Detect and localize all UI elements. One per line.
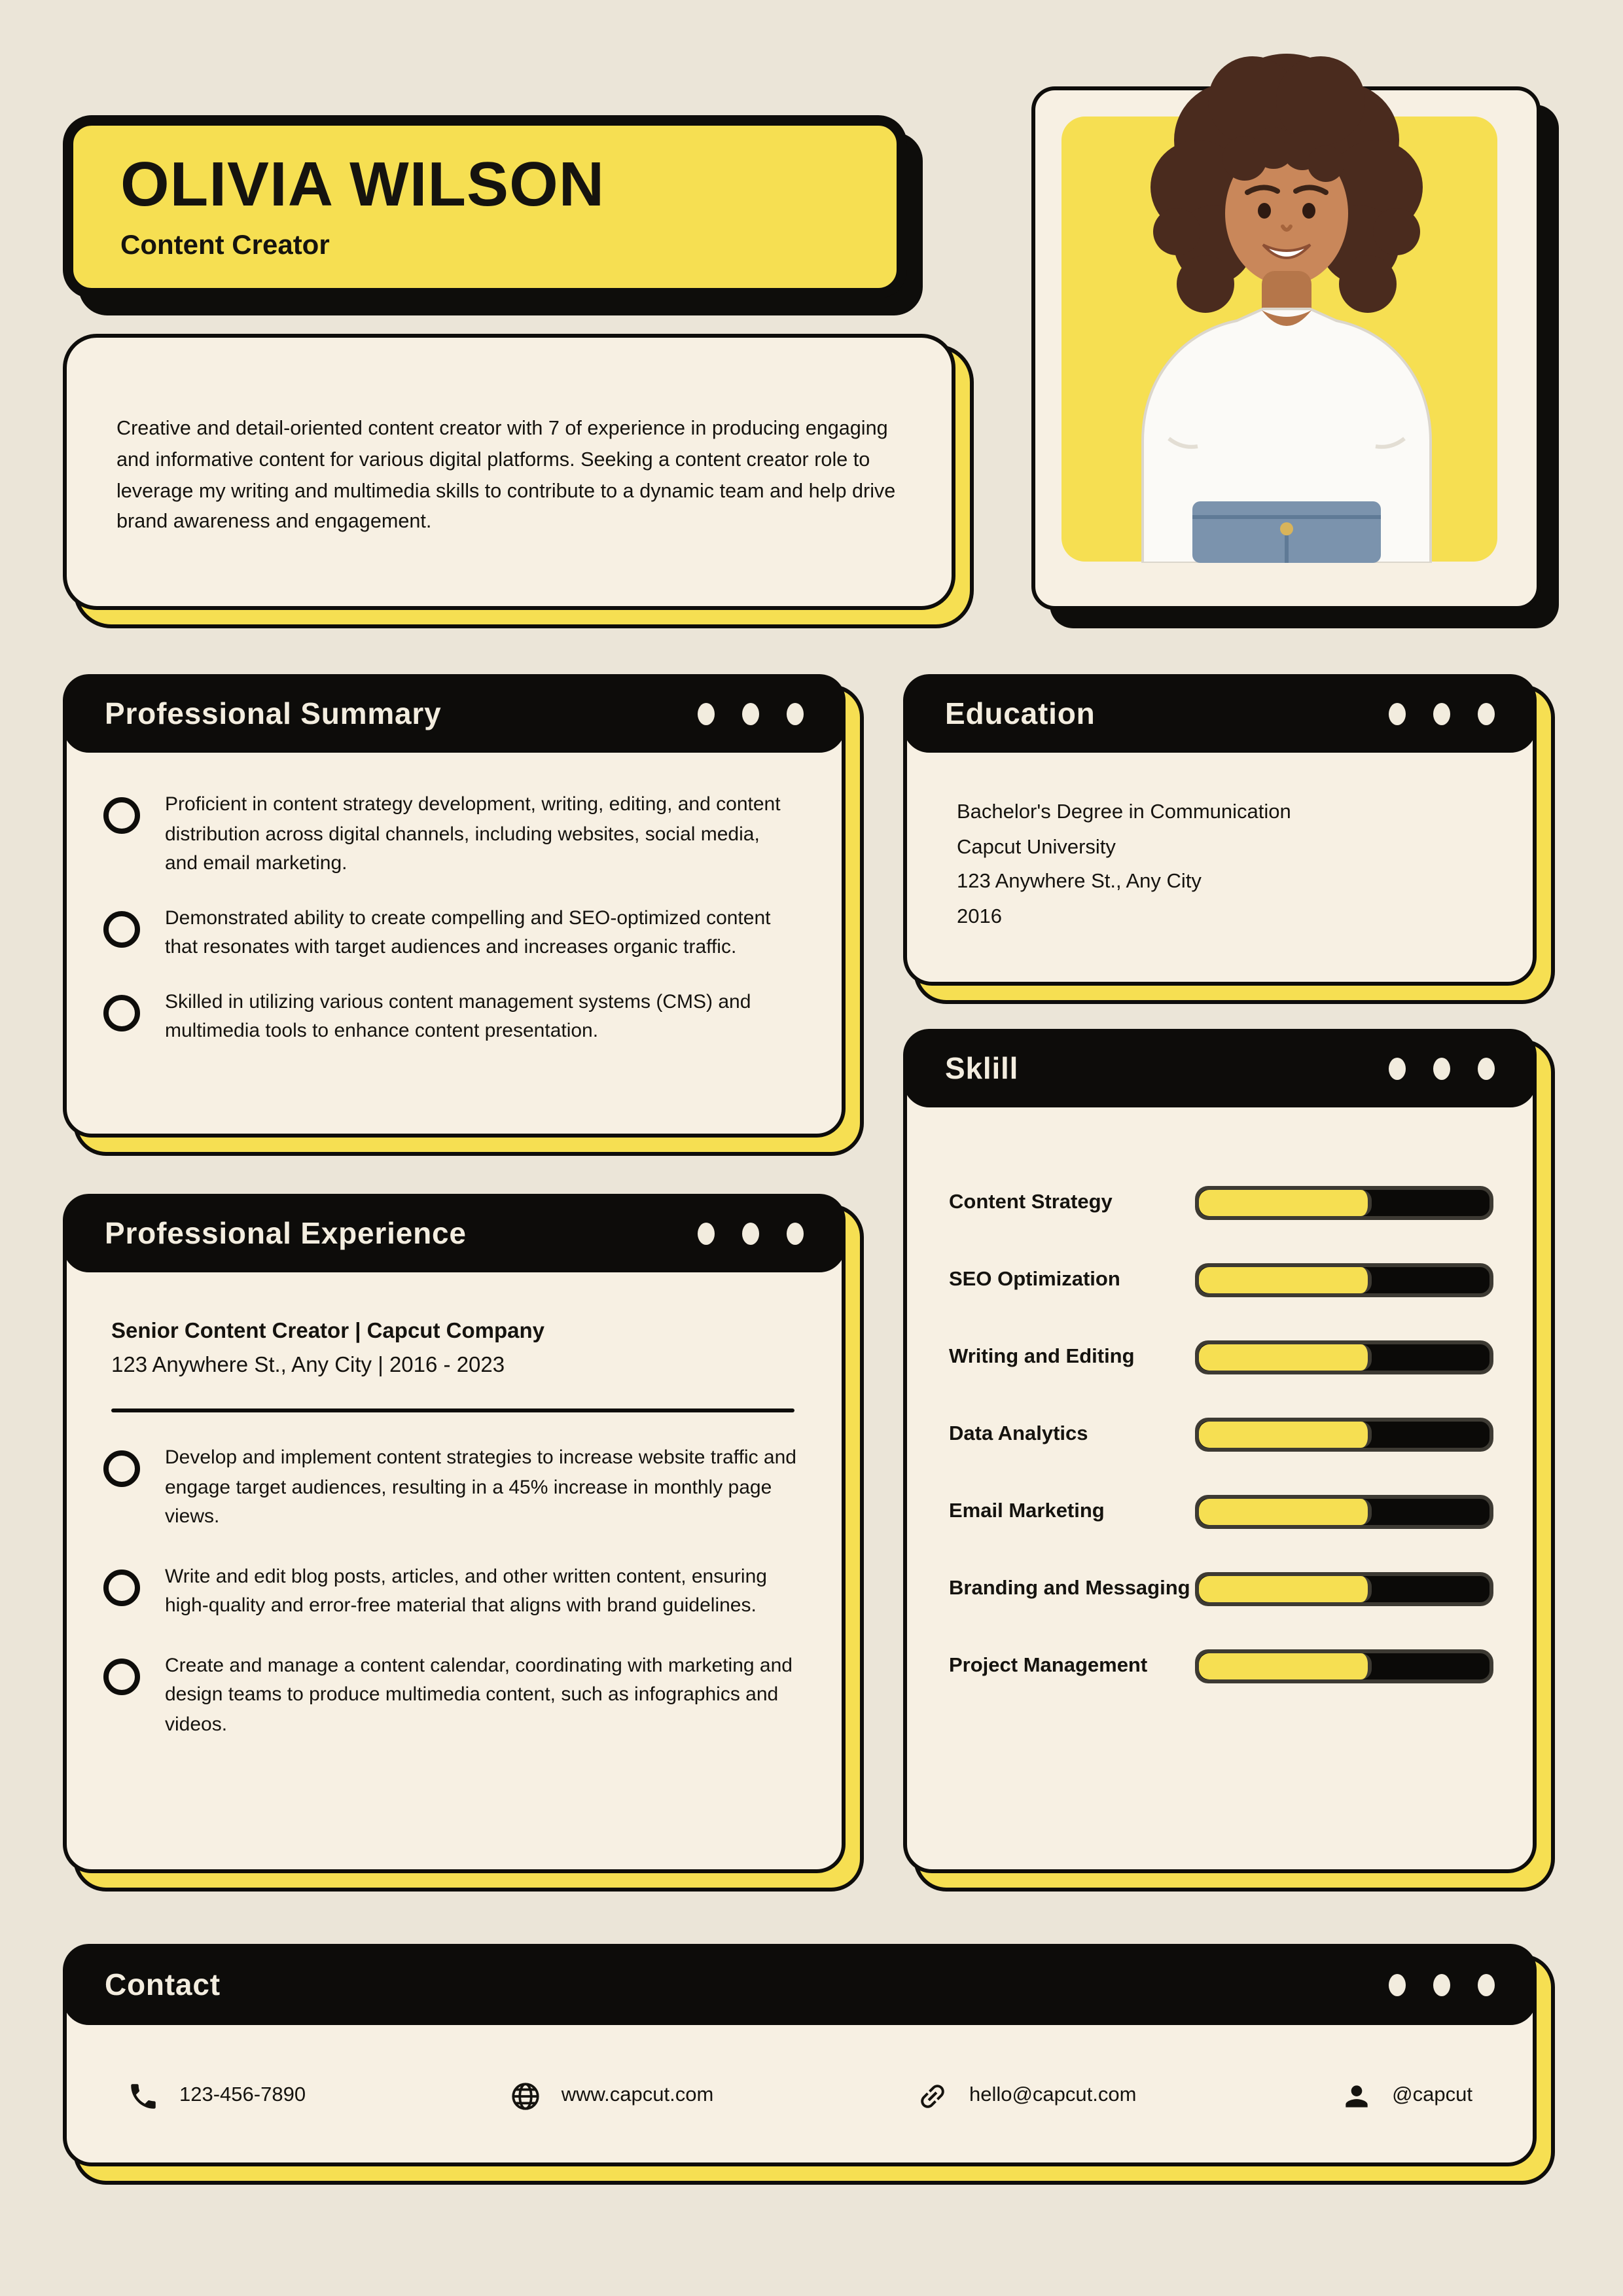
contact-phone-text: 123-456-7890 [179, 2084, 306, 2106]
education-year: 2016 [957, 905, 1002, 928]
skill-progress-fill [1199, 1267, 1372, 1293]
skill-label: Branding and Messaging [949, 1577, 1190, 1600]
skill-progress-fill [1199, 1576, 1372, 1602]
phone-icon [127, 2079, 160, 2112]
window-dot-icon [1433, 1973, 1450, 1996]
education-card [903, 674, 1537, 986]
person-name: OLIVIA WILSON [120, 151, 605, 220]
skill-progress-fill [1199, 1422, 1372, 1448]
bullet-marker [103, 1658, 140, 1695]
contact-titlebar [63, 1944, 1537, 2025]
skills-card [903, 1029, 1537, 1873]
education-title: Education [945, 696, 1096, 730]
window-dot-icon [698, 1222, 715, 1244]
education-titlebar [903, 674, 1537, 753]
experience-bullet-text: Develop and implement content strategies to increase website traffic and engage target audiences, resulting in a 45% increase in monthly page views. [165, 1446, 796, 1528]
skills-titlebar [903, 1029, 1537, 1107]
bullet-marker [103, 1450, 140, 1487]
skill-progress-bar [1195, 1340, 1493, 1374]
window-dots [1389, 1057, 1495, 1079]
contact-email-text: hello@capcut.com [969, 2084, 1137, 2106]
professional-summary-card [63, 674, 846, 1138]
window-dot-icon [1389, 1057, 1406, 1079]
skill-progress-bar [1195, 1572, 1493, 1606]
skill-label: Writing and Editing [949, 1346, 1135, 1368]
window-dot-icon [1478, 1973, 1495, 1996]
contact-item-social [1340, 2079, 1472, 2112]
skill-progress-bar [1195, 1495, 1493, 1529]
summary-bullet [103, 988, 797, 1047]
jeans-icon [1192, 501, 1380, 563]
window-dot-icon [787, 702, 804, 725]
photo-card [1031, 86, 1541, 610]
experience-bullet-text: Write and edit blog posts, articles, and other written content, ensuring high-quality and error-free material that aligns with brand guidelines. [165, 1565, 767, 1617]
skill-row [949, 1416, 1493, 1453]
window-dot-icon [1478, 1057, 1495, 1079]
professional-experience-titlebar [63, 1194, 846, 1272]
summary-bullet [103, 904, 797, 963]
window-dots [1389, 1973, 1495, 1996]
skill-label: Data Analytics [949, 1423, 1088, 1445]
skill-progress-bar [1195, 1649, 1493, 1683]
contact-title: Contact [105, 1967, 221, 2001]
summary-bullet-text: Proficient in content strategy development, writing, editing, and content distribution across digital channels, including websites, social media, and email marketing. [165, 793, 781, 874]
person-role: Content Creator [120, 230, 330, 260]
skill-row [949, 1185, 1493, 1221]
name-header-card [63, 115, 907, 298]
bullet-marker [103, 910, 140, 947]
skill-row [949, 1494, 1493, 1530]
professional-experience-card [63, 1194, 846, 1873]
skill-progress-bar [1195, 1418, 1493, 1452]
window-dot-icon [698, 702, 715, 725]
skill-progress-bar [1195, 1263, 1493, 1297]
window-dot-icon [1389, 1973, 1406, 1996]
skill-progress-bar [1195, 1186, 1493, 1220]
bullet-marker [103, 797, 140, 834]
contact-item-email [917, 2079, 1137, 2112]
intro-card [63, 334, 955, 610]
window-dot-icon [742, 702, 759, 725]
skill-progress-fill [1199, 1190, 1372, 1216]
skill-progress-fill [1199, 1499, 1372, 1525]
skills-title: Sklill [945, 1050, 1019, 1085]
skill-row [949, 1571, 1493, 1607]
window-dots [1389, 702, 1495, 725]
intro-paragraph: Creative and detail-oriented content creator with 7 of experience in producing engaging and informative content for various digital platforms. Seeking a content creator role to leverage my writing and multimedia skills to contribute to a dynamic team and help drive brand awareness and engagement. [116, 417, 896, 533]
portrait-illustration [1090, 46, 1482, 563]
education-degree: Bachelor's Degree in Communication [957, 801, 1291, 823]
skill-progress-fill [1199, 1344, 1372, 1371]
skill-label: Project Management [949, 1655, 1148, 1677]
skill-label: Email Marketing [949, 1500, 1105, 1522]
experience-meta: 123 Anywhere St., Any City | 2016 - 2023 [111, 1353, 505, 1377]
globe-icon [509, 2079, 542, 2112]
person-icon [1340, 2079, 1372, 2112]
window-dot-icon [1478, 702, 1495, 725]
contact-card [63, 1944, 1537, 2166]
education-school: Capcut University [957, 836, 1116, 859]
window-dot-icon [742, 1222, 759, 1244]
window-dot-icon [787, 1222, 804, 1244]
skill-row [949, 1262, 1493, 1299]
contact-item-phone [127, 2079, 306, 2112]
skill-row [949, 1339, 1493, 1376]
professional-summary-titlebar [63, 674, 846, 753]
experience-bullet [103, 1444, 802, 1532]
professional-experience-title: Professional Experience [105, 1215, 467, 1249]
window-dot-icon [1389, 702, 1406, 725]
window-dots [698, 702, 804, 725]
experience-bullet [103, 1562, 802, 1621]
experience-bullet-text: Create and manage a content calendar, coordinating with marketing and design teams to produce multimedia content, such as infographics and videos. [165, 1654, 793, 1736]
contact-website-text: www.capcut.com [561, 2084, 714, 2106]
contact-item-website [509, 2079, 714, 2112]
window-dots [698, 1222, 804, 1244]
skill-progress-fill [1199, 1653, 1372, 1679]
skill-label: Content Strategy [949, 1191, 1113, 1213]
window-dot-icon [1433, 702, 1450, 725]
summary-bullet-text: Skilled in utilizing various content management systems (CMS) and multimedia tools to enhance content presentation. [165, 990, 751, 1042]
window-dot-icon [1433, 1057, 1450, 1079]
summary-bullet-text: Demonstrated ability to create compelling and SEO-optimized content that resonates with target audiences and increases organic traffic. [165, 906, 771, 958]
experience-bullet [103, 1651, 802, 1740]
bullet-marker [103, 994, 140, 1031]
link-icon [917, 2079, 950, 2112]
skill-row [949, 1648, 1493, 1685]
summary-bullet [103, 791, 797, 879]
bullet-marker [103, 1569, 140, 1605]
contact-social-text: @capcut [1392, 2084, 1472, 2106]
skill-label: SEO Optimization [949, 1268, 1120, 1291]
professional-summary-title: Professional Summary [105, 696, 442, 730]
education-address: 123 Anywhere St., Any City [957, 870, 1202, 893]
divider [111, 1408, 794, 1412]
experience-role: Senior Content Creator | Capcut Company [111, 1319, 544, 1343]
